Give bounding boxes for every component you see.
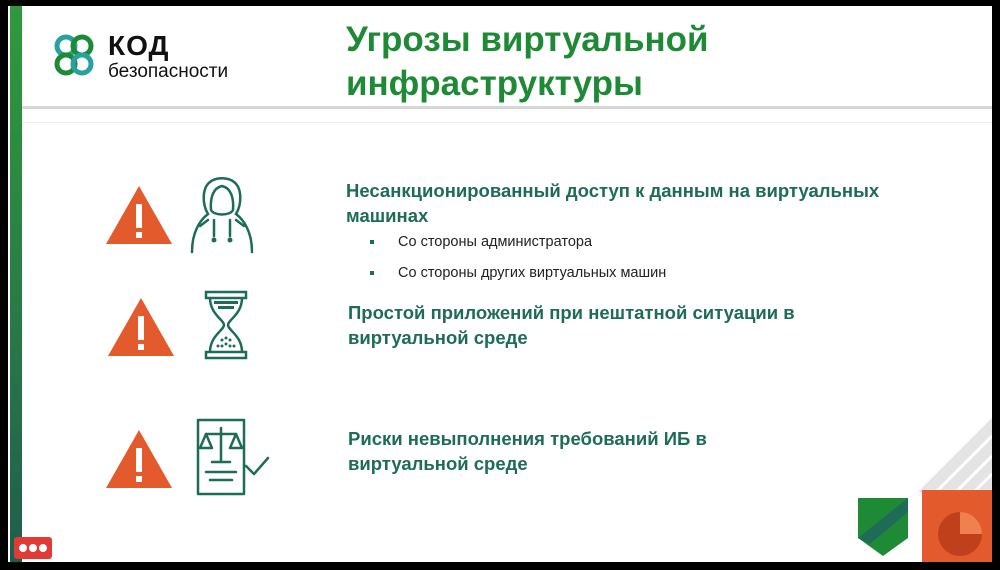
header-divider-thin [22, 122, 992, 123]
triangle-pattern-decoration [918, 418, 992, 492]
dot-icon [19, 544, 27, 552]
green-shield-decoration [858, 498, 908, 556]
logo-knot-icon [46, 28, 102, 84]
compliance-document-icon [194, 416, 270, 496]
dot-icon [29, 544, 37, 552]
left-accent-stripe [10, 6, 22, 562]
bullet-text: Со стороны других виртуальных машин [398, 265, 667, 281]
header-divider [22, 106, 992, 109]
warning-icon [104, 428, 174, 490]
list-item [370, 265, 666, 281]
item-title-unauthorized-access: Несанкционированный доступ к данным на виртуальных машинах [346, 180, 880, 226]
logo-name: КОД [108, 29, 170, 61]
hourglass-icon [202, 290, 250, 360]
hacker-icon [186, 174, 258, 254]
bullet-dot [370, 271, 374, 275]
more-options-button[interactable] [14, 537, 52, 559]
list-item [370, 234, 592, 250]
slide-frame [8, 6, 992, 562]
item-title-application-downtime: Простой приложений при нештатной ситуации в виртуальной среде [348, 302, 795, 348]
bullet-dot [370, 240, 374, 244]
warning-icon [104, 184, 174, 246]
logo [46, 28, 228, 84]
pie-chart-icon [922, 490, 992, 562]
logo-subtitle: безопасности [108, 60, 229, 82]
item-title-compliance-risks: Риски невыполнения требований ИБ в виртуальной среде [348, 428, 707, 474]
orange-pie-decoration [922, 490, 992, 562]
slide-title: Угрозы виртуальной инфраструктуры [346, 20, 709, 103]
bullet-text: Со стороны администратора [398, 234, 593, 250]
warning-icon [106, 296, 176, 358]
dot-icon [39, 544, 47, 552]
